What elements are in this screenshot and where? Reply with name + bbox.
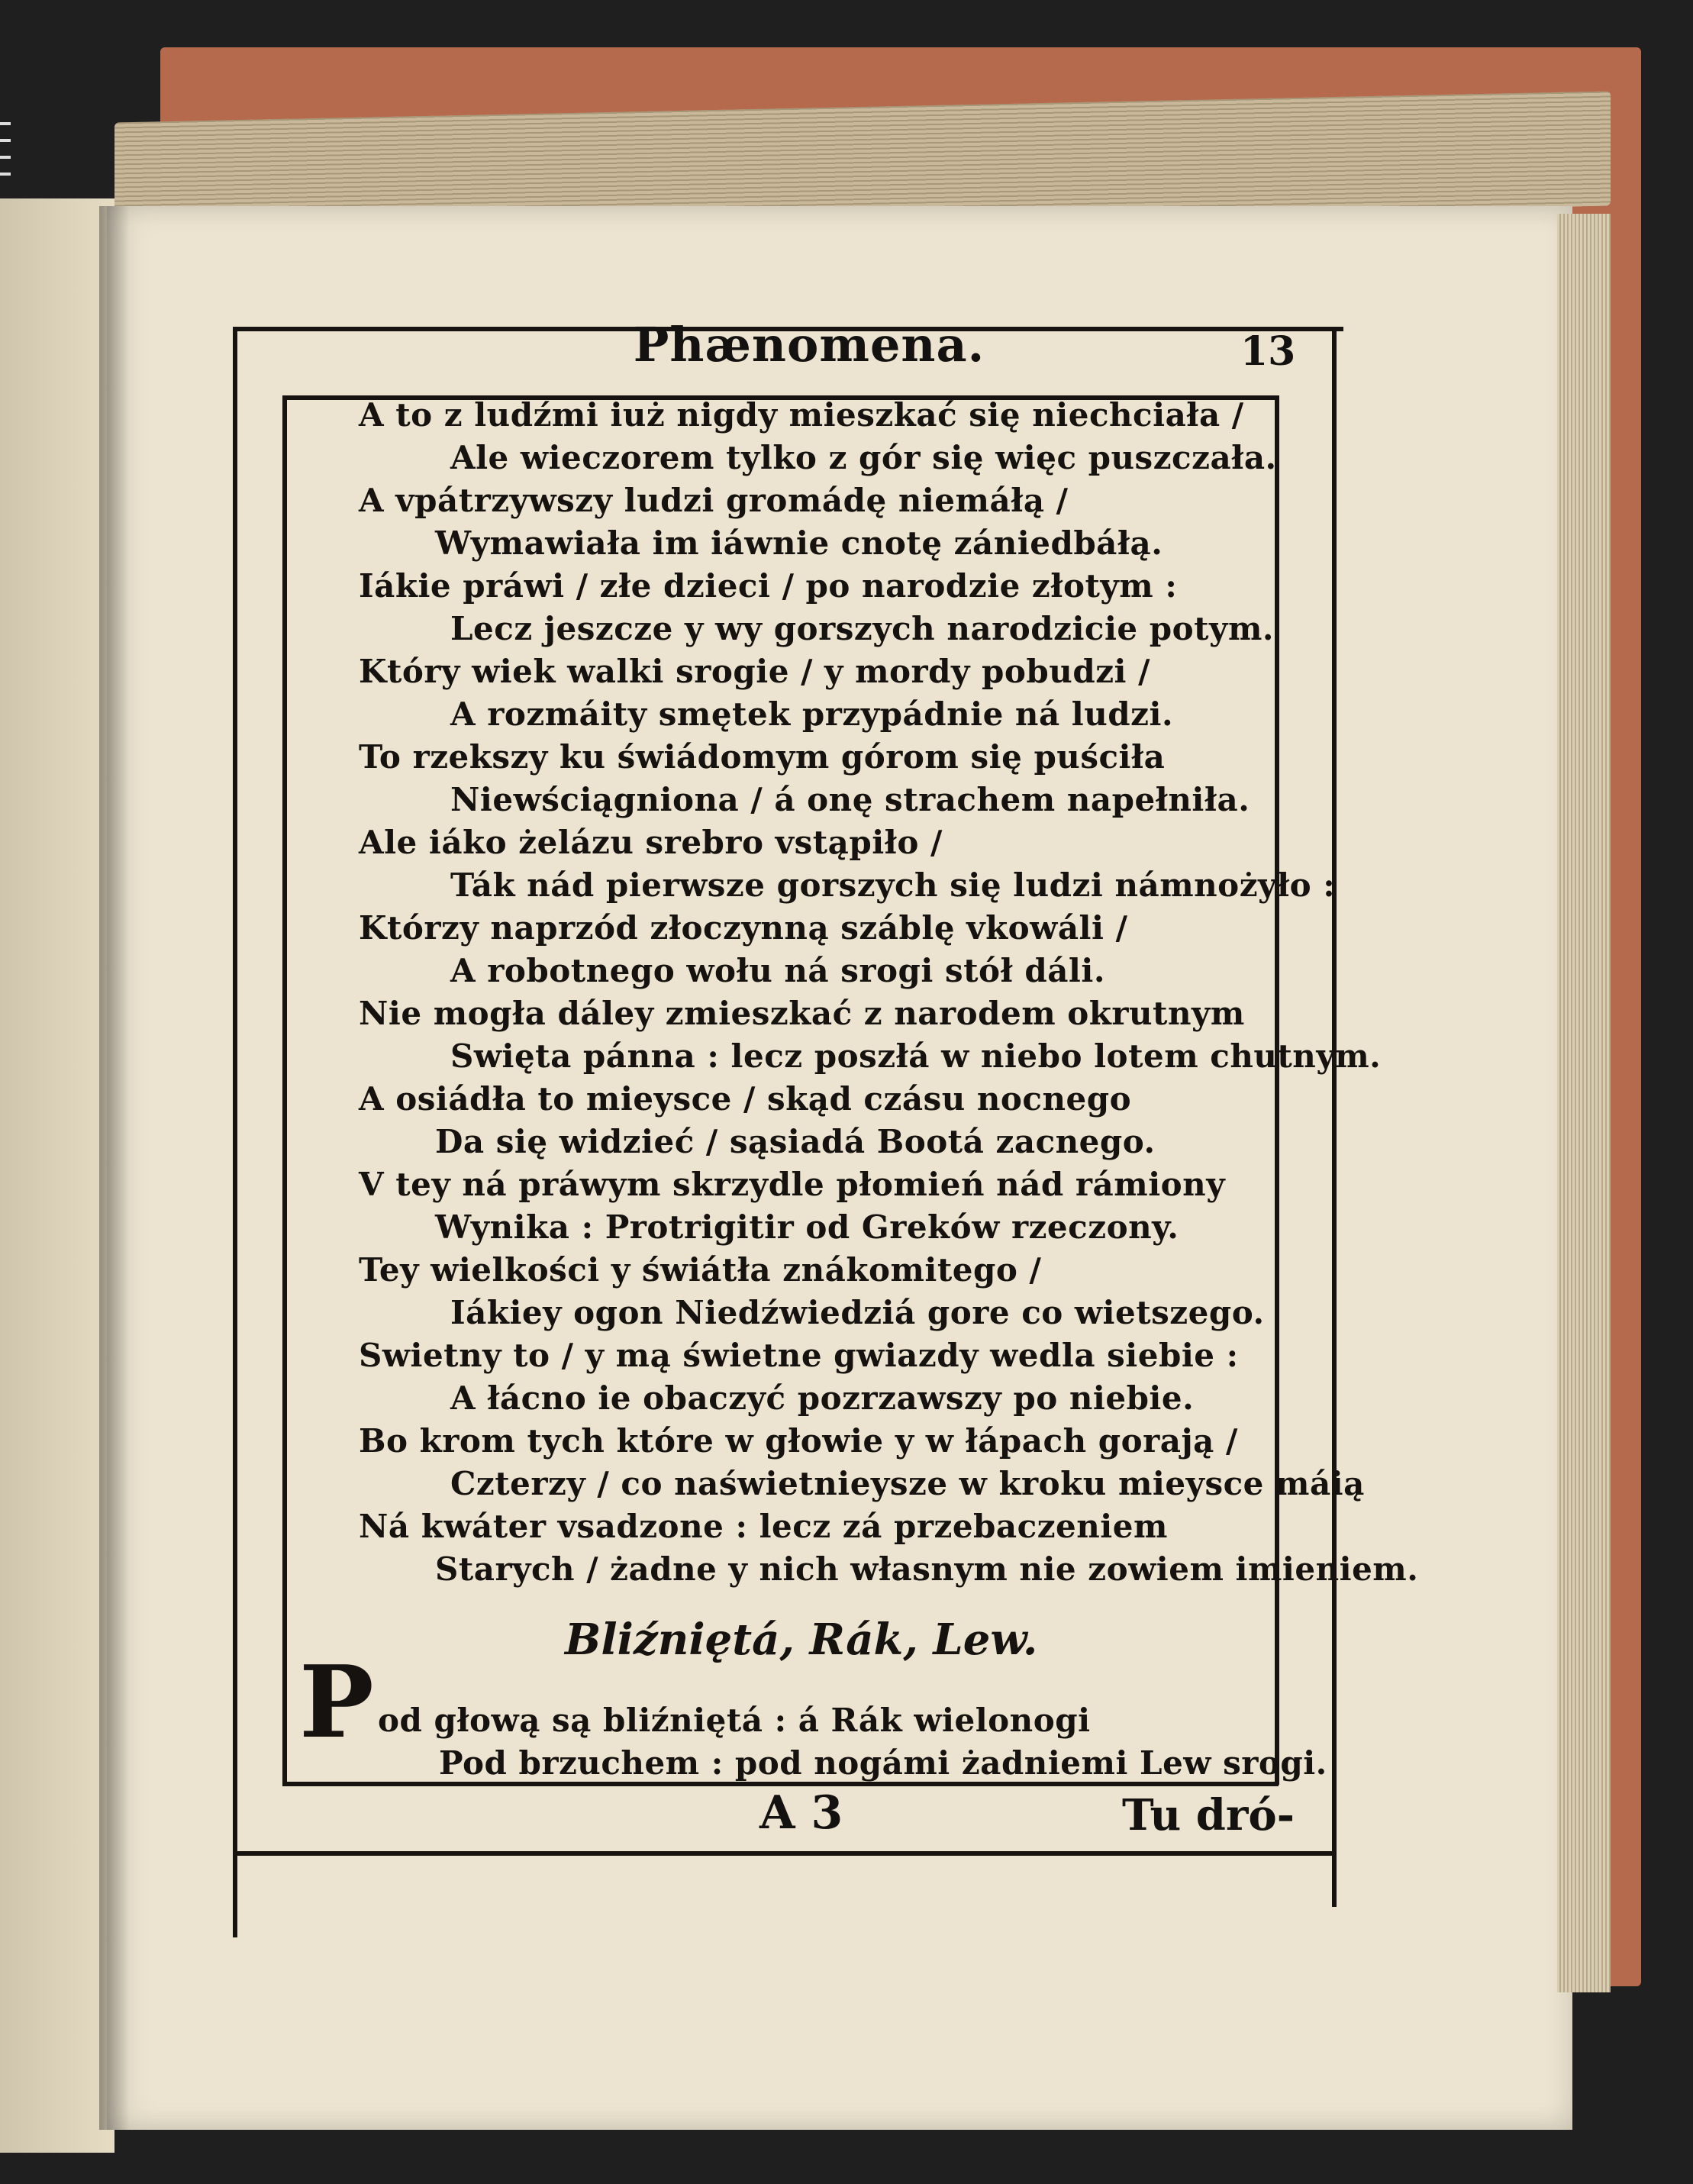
catchword: Tu dró- bbox=[1122, 1790, 1295, 1840]
verse-line: A to z ludźmi iuż nigdy mieszkać się niechciała / bbox=[359, 396, 1244, 434]
verse-line: Da się widzieć / sąsiadá Bootá zacnego. bbox=[435, 1123, 1156, 1160]
verse-line: Czterzy / co naświetnieysze w kroku mieysce máią bbox=[450, 1465, 1365, 1502]
page-number: 13 bbox=[1240, 328, 1296, 375]
verse-line: A rozmáity smętek przypádnie ná ludzi. bbox=[450, 695, 1174, 733]
frame-left-outer bbox=[233, 327, 237, 1937]
frame-left-inner bbox=[282, 395, 287, 1785]
section-line: Pod brzuchem : pod nogámi żadniemi Lew srogi. bbox=[439, 1744, 1327, 1782]
verse-line: Iákiey ogon Niedźwiedziá gore co wietszego. bbox=[450, 1294, 1265, 1331]
verse-line: Swięta pánna : lecz poszłá w niebo lotem chutnym. bbox=[450, 1037, 1382, 1075]
frame-bottom-rule bbox=[237, 1851, 1336, 1856]
section-line: od głową są bliźniętá : á Rák wielonogi bbox=[378, 1702, 1091, 1739]
verse-line: V tey ná práwym skrzydle płomień nád rámiony bbox=[359, 1166, 1226, 1203]
frame-right-outer bbox=[1332, 327, 1337, 1907]
running-title: Phænomena. bbox=[633, 317, 985, 373]
verse-line: Wynika : Protrigitir od Greków rzeczony. bbox=[435, 1208, 1179, 1246]
verse-line: Bo krom tych które w głowie y w łápach gorają / bbox=[359, 1422, 1238, 1460]
signature-mark: A 3 bbox=[759, 1786, 843, 1840]
verse-line: Ale iáko żelázu srebro vstąpiło / bbox=[359, 824, 943, 861]
verse-line: A łácno ie obaczyć pozrzawszy po niebie. bbox=[450, 1379, 1195, 1417]
left-page-edge bbox=[0, 198, 114, 2153]
drop-cap-letter: P bbox=[299, 1644, 374, 1760]
verse-line: Ale wieczorem tylko z gór się więc puszczała. bbox=[450, 439, 1277, 476]
spine-shadow bbox=[99, 206, 130, 2130]
verse-line: Swietny to / y mą świetne gwiazdy wedla siebie : bbox=[359, 1337, 1239, 1374]
verse-line: Starych / żadne y nich własnym nie zowiem imieniem. bbox=[435, 1550, 1419, 1588]
verse-line: A vpátrzywszy ludzi gromádę niemáłą / bbox=[359, 482, 1069, 519]
verse-line: Tey wielkości y świátła znákomitego / bbox=[359, 1251, 1042, 1289]
verse-line: A osiádła to mieysce / skąd czásu nocnego bbox=[359, 1080, 1132, 1118]
scale-marks bbox=[0, 122, 12, 214]
verse-line: To rzekszy ku świádomym górom się puściła bbox=[359, 738, 1166, 776]
verse-line: Nie mogła dáley zmieszkać z narodem okrutnym bbox=[359, 995, 1245, 1032]
verse-line: Ná kwáter vsadzone : lecz zá przebaczeniem bbox=[359, 1508, 1168, 1545]
verse-line: A robotnego wołu ná srogi stół dáli. bbox=[450, 952, 1105, 989]
verse-line: Niewściągniona / á onę strachem napełniła. bbox=[450, 781, 1250, 818]
verse-line: Ták nád pierwsze gorszych się ludzi námnożyło : bbox=[450, 866, 1336, 904]
verse-line: Lecz jeszcze y wy gorszych narodzicie potym. bbox=[450, 610, 1275, 647]
verse-line: Wymawiała im iáwnie cnotę zániedbáłą. bbox=[435, 524, 1163, 562]
section-title: Bliźniętá, Rák, Lew. bbox=[565, 1615, 1038, 1665]
verse-line: Którzy naprzód złoczynną száblę vkowáli / bbox=[359, 909, 1128, 947]
verse-line: Który wiek walki srogie / y mordy pobudzi / bbox=[359, 653, 1150, 690]
page-edges-right bbox=[1557, 214, 1611, 1992]
verse-line: Iákie práwi / złe dzieci / po narodzie złotym : bbox=[359, 567, 1178, 605]
